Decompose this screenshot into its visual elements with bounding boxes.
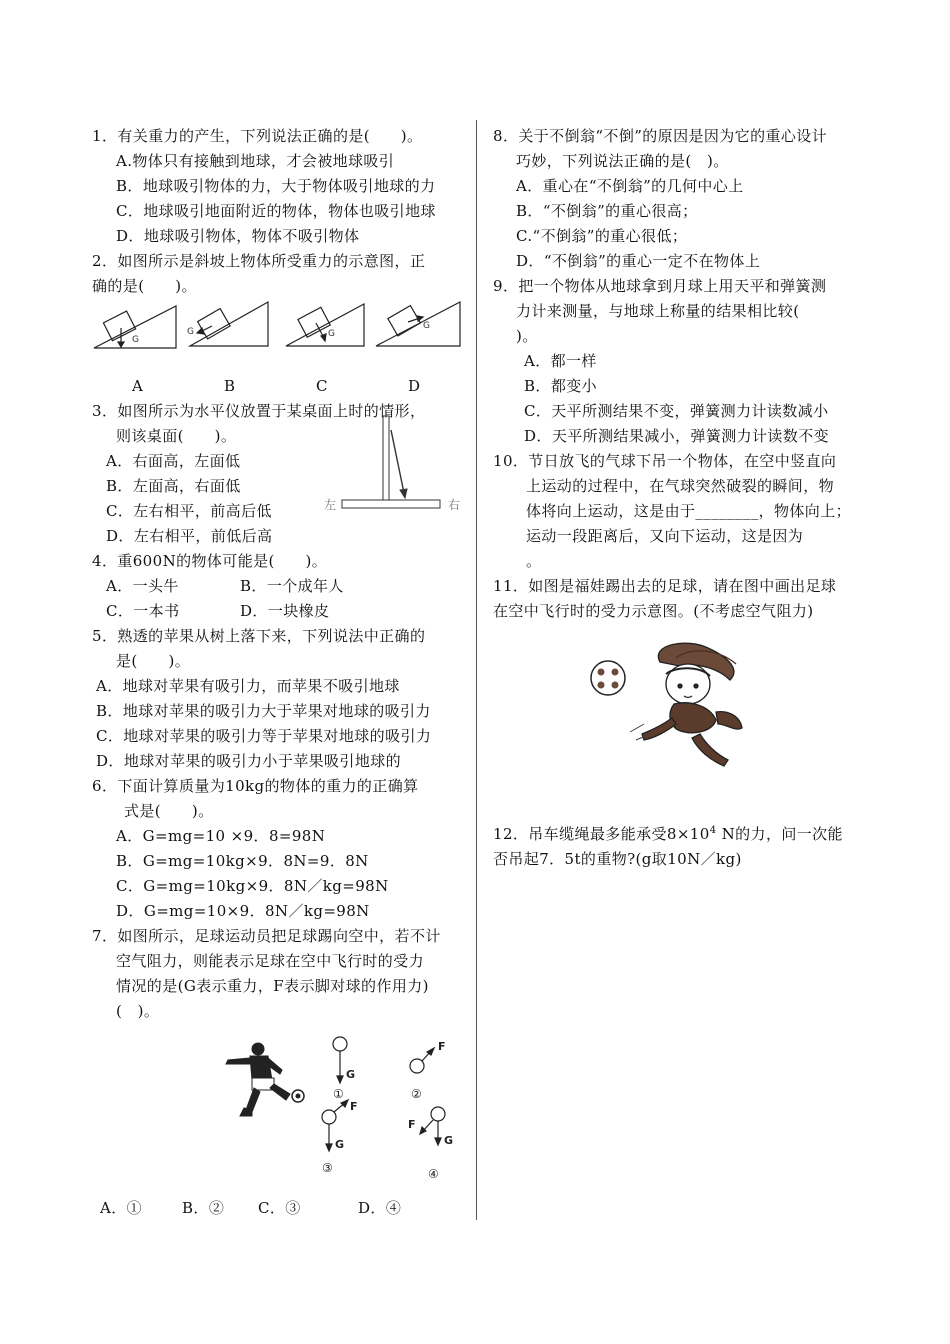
- q5-option-a: A．地球对苹果有吸引力，而苹果不吸引地球: [96, 677, 400, 695]
- q6-option-c: C．G=mg=10kg×9．8N／kg=98N: [116, 877, 389, 895]
- q6-stem-line2: 式是( )。: [124, 802, 214, 820]
- q2-stem-line2: 确的是( )。: [92, 277, 197, 295]
- q8-stem-line2: 巧妙，下列说法正确的是( )。: [516, 152, 729, 170]
- q6-stem-line1: 6．下面计算质量为10kg的物体的重力的正确算: [92, 777, 419, 795]
- q6-option-b: B．G=mg=10kg×9．8N=9．8N: [116, 852, 369, 870]
- q2-force-label-a: G: [132, 335, 139, 345]
- q9-option-a: A．都一样: [524, 352, 597, 370]
- q9-stem-line2: 力计来测量，与地球上称量的结果相比较(: [516, 302, 800, 320]
- soccer-player-icon: [226, 1043, 290, 1116]
- q1-stem: 1．有关重力的产生，下列说法正确的是( )。: [92, 127, 423, 145]
- q7-stem-line2: 空气阻力，则能表示足球在空中飞行时的受力: [116, 952, 425, 970]
- q3-level-figure: [320, 410, 470, 520]
- q12-line2: 否吊起7．5t的重物?(g取10N／kg): [493, 850, 742, 868]
- q2-slope-figure: [90, 298, 470, 358]
- q4-option-b: B．一个成年人: [240, 577, 344, 595]
- q9-option-b: B．都变小: [524, 377, 598, 395]
- q9-option-c: C．天平所测结果不变，弹簧测力计读数减小: [524, 402, 829, 420]
- q5-option-c: C．地球对苹果的吸引力等于苹果对地球的吸引力: [96, 727, 432, 745]
- q10-line4: 运动一段距离后，又向下运动，这是因为: [526, 527, 804, 545]
- q10-line2: 上运动的过程中，在气球突然破裂的瞬间，物: [526, 477, 835, 495]
- q7-f-label-4: F: [408, 1118, 416, 1131]
- q7-g-label-1: G: [346, 1068, 356, 1081]
- q11-fuwa-figure: [580, 640, 760, 770]
- q10-line1: 10．节日放飞的气球下吊一个物体，在空中竖直向: [493, 452, 837, 470]
- q1-option-a: A.物体只有接触到地球，才会被地球吸引: [116, 152, 395, 170]
- q7-stem-line4: ( )。: [116, 1002, 160, 1020]
- q6-option-d: D．G=mg=10×9．8N／kg=98N: [116, 902, 370, 920]
- q3-option-c: C．左右相平，前高后低: [106, 502, 272, 520]
- q8-option-d: D．“不倒翁”的重心一定不在物体上: [516, 252, 761, 270]
- q12-line1: 12．吊车缆绳最多能承受$8\times 10^4$ N的力，问一次能: [493, 825, 843, 843]
- soccer-ball-icon: [591, 661, 625, 695]
- q11-line1: 11．如图是福娃踢出去的足球，请在图中画出足球: [493, 577, 837, 595]
- q2-label-c: C: [316, 377, 328, 395]
- q10-line3: 体将向上运动，这是由于________，物体向上；: [526, 502, 852, 520]
- q2-label-a: A: [132, 377, 144, 395]
- q7-option-d: D．④: [358, 1199, 402, 1217]
- q9-stem-line1: 9．把一个物体从地球拿到月球上用天平和弹簧测: [493, 277, 827, 295]
- q6-option-a: A．G=mg=10 ×9．8=98N: [116, 827, 326, 845]
- q2-force-label-b: G: [187, 327, 194, 337]
- q5-option-b: B．地球对苹果的吸引力大于苹果对地球的吸引力: [96, 702, 431, 720]
- q8-option-b: B．“不倒翁”的重心很高；: [516, 202, 698, 220]
- column-divider: [476, 120, 477, 1220]
- q8-option-a: A．重心在“不倒翁”的几何中心上: [516, 177, 744, 195]
- q1-option-c: C．地球吸引地面附近的物体，物体也吸引地球: [116, 202, 436, 220]
- q8-stem-line1: 8．关于不倒翁“不倒”的原因是因为它的重心设计: [493, 127, 828, 145]
- q2-label-b: B: [224, 377, 236, 395]
- q7-fig-label-1: ①: [333, 1087, 344, 1101]
- q1-option-d: D．地球吸引物体，物体不吸引物体: [116, 227, 360, 245]
- q7-g-label-4: G: [444, 1134, 454, 1147]
- q9-option-d: D．天平所测结果减小，弹簧测力计读数不变: [524, 427, 830, 445]
- q2-force-label-d: G: [423, 321, 430, 331]
- q7-option-b: B．②: [182, 1199, 225, 1217]
- q7-fig-label-2: ②: [411, 1087, 422, 1101]
- q3-stem-line2: 则该桌面( )。: [116, 427, 237, 445]
- q11-line2: 在空中飞行时的受力示意图。(不考虑空气阻力): [493, 602, 814, 620]
- q1-option-b: B．地球吸引物体的力，大于物体吸引地球的力: [116, 177, 436, 195]
- q7-option-c: C．③: [258, 1199, 301, 1217]
- q3-option-d: D．左右相平，前低后高: [106, 527, 273, 545]
- q2-stem-line1: 2．如图所示是斜坡上物体所受重力的示意图，正: [92, 252, 426, 270]
- q7-stem-line1: 7．如图所示，足球运动员把足球踢向空中，若不计: [92, 927, 441, 945]
- q9-stem-line3: )。: [516, 327, 538, 345]
- q4-option-a: A．一头牛: [106, 577, 179, 595]
- q3-stem-line1: 3．如图所示为水平仪放置于某桌面上时的情形，: [92, 402, 426, 420]
- q5-stem-line2: 是( )。: [116, 652, 191, 670]
- q7-fig-label-4: ④: [428, 1167, 439, 1181]
- q3-option-a: A．右面高，左面低: [106, 452, 241, 470]
- q4-option-d: D．一块橡皮: [240, 602, 330, 620]
- q7-f-label-2: F: [438, 1040, 446, 1053]
- q3-right-label: 右: [448, 498, 461, 512]
- q12-exponent: 4: [709, 825, 717, 836]
- q4-option-c: C．一本书: [106, 602, 180, 620]
- q7-fig-label-3: ③: [322, 1161, 333, 1175]
- fuwa-character-icon: [642, 643, 742, 766]
- q7-option-a: A．①: [100, 1199, 143, 1217]
- q7-g-label-3: G: [335, 1138, 345, 1151]
- q10-line5: 。: [526, 552, 542, 570]
- q8-option-c: C.“不倒翁”的重心很低；: [516, 227, 688, 245]
- q5-stem-line1: 5．熟透的苹果从树上落下来，下列说法中正确的: [92, 627, 426, 645]
- q3-option-b: B．左面高，右面低: [106, 477, 241, 495]
- q2-force-label-c: G: [328, 329, 335, 339]
- q2-label-d: D: [408, 377, 421, 395]
- q5-option-d: D．地球对苹果的吸引力小于苹果吸引地球的: [96, 752, 402, 770]
- q3-left-label: 左: [324, 498, 337, 512]
- q7-f-label-3: F: [350, 1100, 358, 1113]
- q7-force-figure: [210, 1030, 460, 1190]
- q4-stem: 4．重600N的物体可能是( )。: [92, 552, 328, 570]
- q7-stem-line3: 情况的是(G表示重力，F表示脚对球的作用力): [116, 977, 429, 995]
